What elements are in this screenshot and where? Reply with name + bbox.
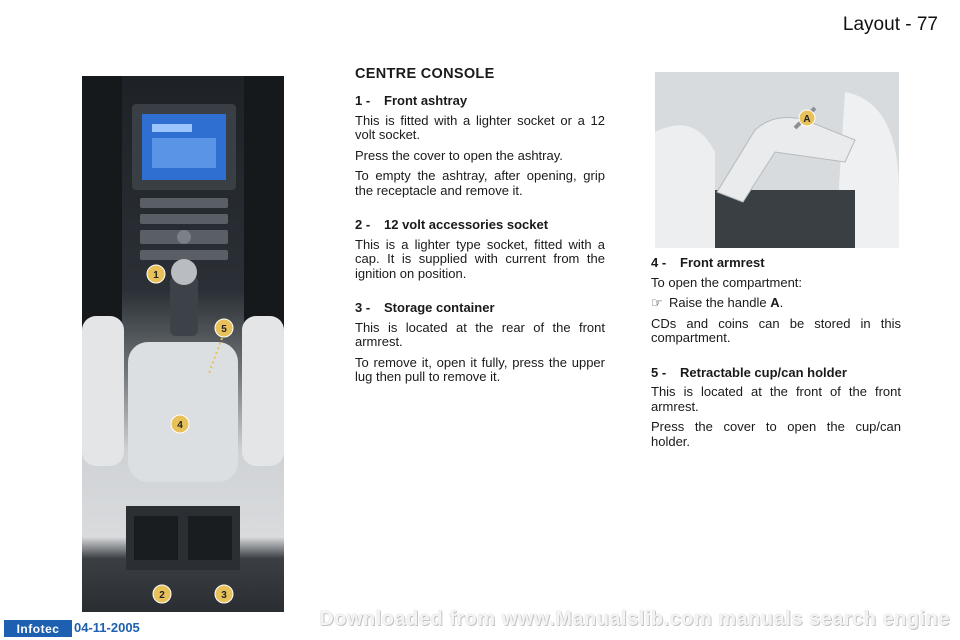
centre-console-photo bbox=[82, 76, 284, 612]
control-buttons bbox=[140, 198, 228, 260]
item-3-paragraph-2: To remove it, open it fully, press the upper lug then pull to remove it. bbox=[355, 354, 605, 384]
footer-date: 04-11-2005 bbox=[74, 620, 140, 635]
dash-right bbox=[244, 76, 284, 336]
item-4-bullet-text bbox=[669, 296, 783, 311]
item-1-title: Front ashtray bbox=[384, 93, 468, 108]
item-1-heading bbox=[355, 94, 605, 109]
item-5-number: 5 - bbox=[651, 364, 667, 380]
item-4-bullet bbox=[651, 296, 901, 311]
front-armrest-photo bbox=[655, 72, 899, 248]
item-3-heading bbox=[355, 301, 605, 316]
right-text-column bbox=[651, 256, 901, 455]
bullet-text: Raise the handle bbox=[669, 295, 771, 310]
hand-pointer-icon: ☞ bbox=[651, 295, 663, 310]
item-4-heading bbox=[651, 256, 901, 271]
item-4-intro: To open the compartment: bbox=[651, 274, 803, 290]
callout-2: 2 bbox=[159, 590, 165, 601]
item-1-paragraph-2: Press the cover to open the ashtray. bbox=[355, 147, 563, 163]
callout-3: 3 bbox=[221, 590, 227, 601]
section-title: CENTRE CONSOLE bbox=[355, 66, 495, 82]
watermark: Downloaded from www.Manualslib.com manuals search engine bbox=[319, 608, 950, 630]
callout-1: 1 bbox=[153, 270, 159, 281]
item-1-number: 1 - bbox=[355, 93, 371, 108]
item-5-paragraph-1: This is located at the front of the front armrest. bbox=[651, 384, 901, 414]
item-1-paragraph-1: This is fitted with a lighter socket or a 12 volt socket. bbox=[355, 112, 605, 142]
item-4-paragraph-1: CDs and coins can be stored in this compartment. bbox=[651, 315, 901, 345]
item-2-title: 12 volt accessories socket bbox=[384, 217, 549, 232]
item-3-number: 3 - bbox=[355, 300, 371, 315]
item-3-title: Storage container bbox=[384, 300, 495, 315]
item-1-paragraph-3: To empty the ashtray, after opening, grip the receptacle and remove it. bbox=[355, 168, 605, 198]
screen-map bbox=[152, 138, 216, 168]
left-seat bbox=[655, 125, 715, 248]
page-title: Layout - 77 bbox=[842, 14, 938, 35]
item-4-number: 4 - bbox=[651, 255, 667, 270]
centre-console-illustration bbox=[82, 76, 284, 612]
infotec-logo: Infotec bbox=[4, 620, 72, 637]
screen-bar bbox=[152, 124, 192, 132]
gear-knob bbox=[171, 259, 197, 285]
item-5-heading bbox=[651, 366, 901, 381]
callout-5: 5 bbox=[221, 324, 227, 335]
left-seat bbox=[82, 316, 124, 466]
dash-left bbox=[82, 76, 122, 336]
item-5-title: Retractable cup/can holder bbox=[680, 364, 847, 380]
callout-a: A bbox=[803, 114, 811, 125]
left-text-column bbox=[355, 94, 605, 391]
callout-4: 4 bbox=[177, 420, 183, 431]
item-2-paragraph-1: This is a lighter type socket, fitted with a cap. It is supplied with current from the ignition on position. bbox=[355, 236, 605, 281]
item-5-paragraph-2: Press the cover to open the cup/can holder. bbox=[651, 419, 901, 449]
item-3-paragraph-1: This is located at the rear of the front armrest. bbox=[355, 319, 605, 349]
front-armrest bbox=[128, 342, 238, 482]
item-2-number: 2 - bbox=[355, 217, 371, 232]
item-4-title: Front armrest bbox=[680, 255, 765, 270]
control-knob bbox=[177, 230, 191, 244]
right-seat bbox=[242, 316, 284, 466]
bullet-end: . bbox=[779, 295, 784, 310]
item-2-heading bbox=[355, 218, 605, 233]
front-armrest-illustration bbox=[655, 72, 899, 248]
bullet-bold: A bbox=[770, 295, 780, 310]
